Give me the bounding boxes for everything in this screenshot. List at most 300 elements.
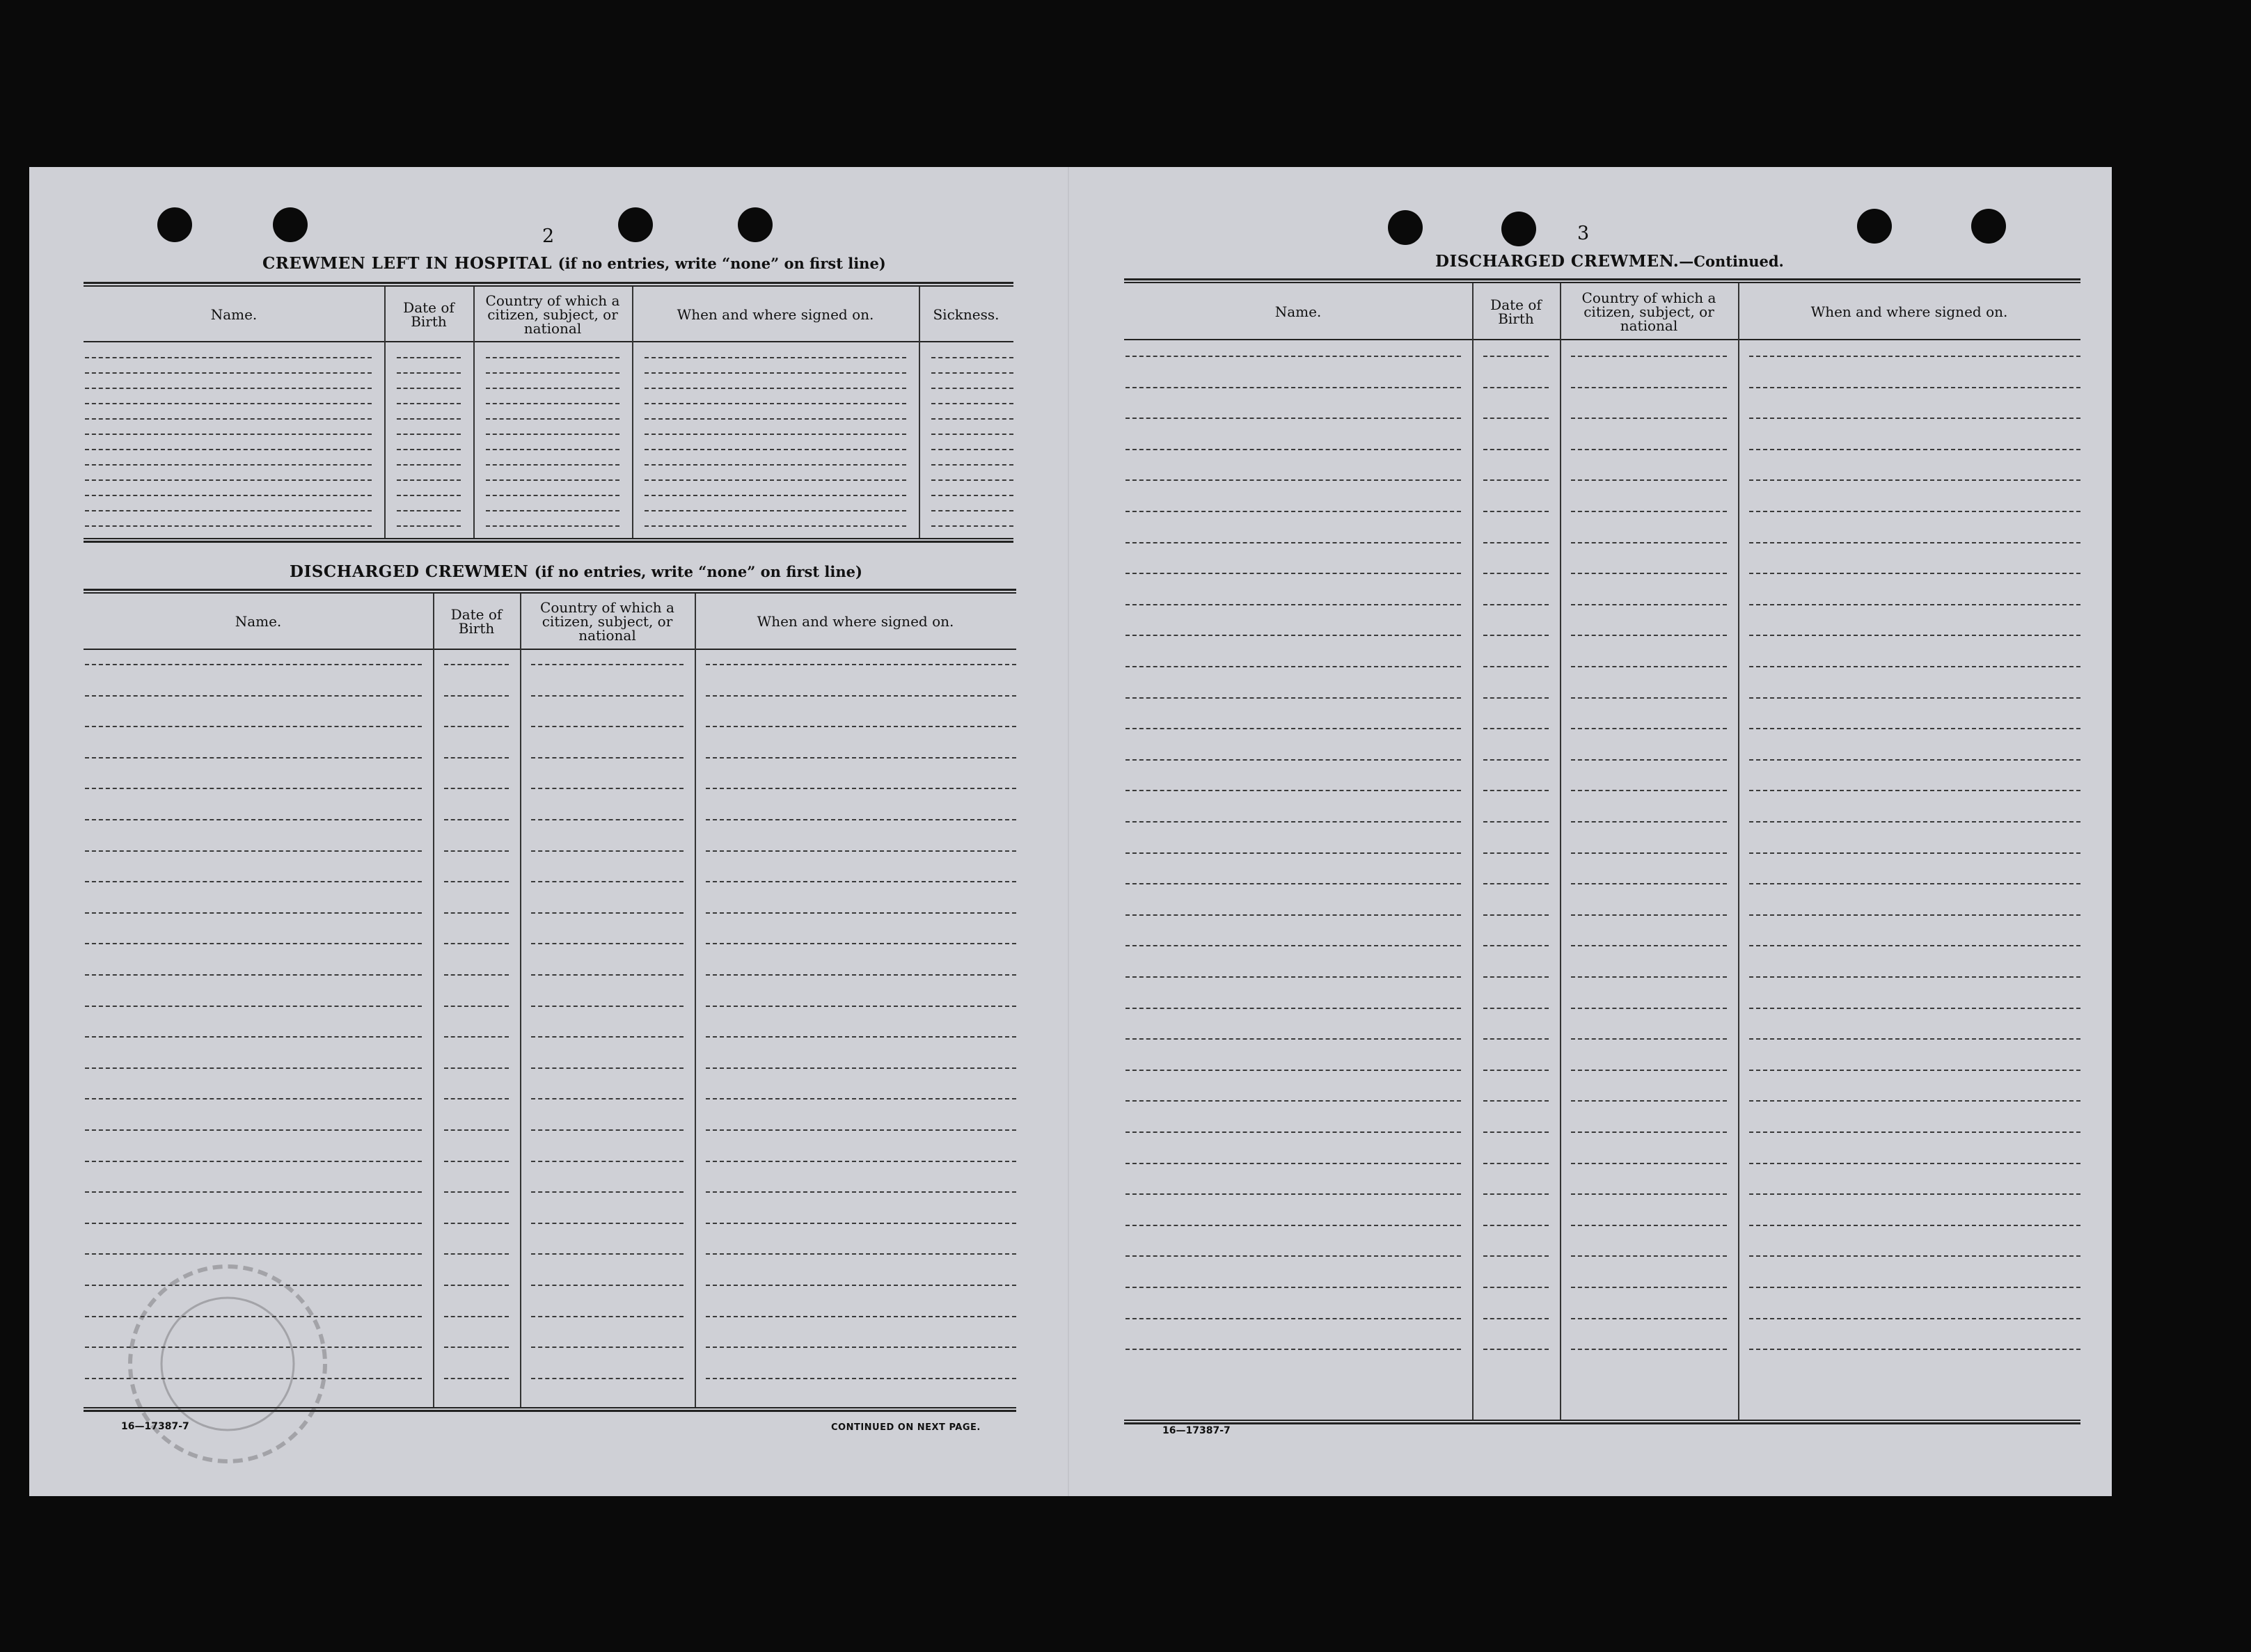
entry-line[interactable] <box>444 819 509 820</box>
entry-line[interactable] <box>1126 728 1461 729</box>
entry-line[interactable] <box>1483 573 1549 574</box>
entry-line[interactable] <box>486 403 619 404</box>
entry-line[interactable] <box>1483 1318 1549 1319</box>
column-header: Sickness. <box>933 305 1000 323</box>
entry-line[interactable] <box>444 943 509 944</box>
entry-line[interactable] <box>1126 1070 1461 1071</box>
entry-line[interactable] <box>397 525 461 527</box>
entry-line[interactable] <box>1749 511 2080 512</box>
entry-line[interactable] <box>1749 1287 2080 1288</box>
entry-line[interactable] <box>85 1129 422 1131</box>
entry-line[interactable] <box>486 418 619 420</box>
entry-line[interactable] <box>85 479 372 481</box>
entry-line[interactable] <box>1126 1255 1461 1257</box>
entry-line[interactable] <box>1571 821 1727 823</box>
entry-line[interactable] <box>1749 573 2080 574</box>
entry-line[interactable] <box>706 1006 1016 1007</box>
entry-line[interactable] <box>397 357 461 358</box>
entry-line[interactable] <box>1571 1225 1727 1226</box>
entry-line[interactable] <box>1483 728 1549 729</box>
entry-line[interactable] <box>1749 1131 2080 1133</box>
entry-line[interactable] <box>1483 1131 1549 1133</box>
entry-line[interactable] <box>85 1285 422 1286</box>
entry-line[interactable] <box>1126 883 1461 884</box>
entry-line[interactable] <box>444 695 509 697</box>
entry-line[interactable] <box>85 1161 422 1162</box>
entry-line[interactable] <box>931 418 1013 420</box>
entry-line[interactable] <box>85 1253 422 1255</box>
entry-line[interactable] <box>1126 511 1461 512</box>
entry-line[interactable] <box>706 1223 1016 1224</box>
entry-line[interactable] <box>531 1129 684 1131</box>
entry-line[interactable] <box>1571 697 1727 699</box>
entry-line[interactable] <box>645 388 906 389</box>
entry-line[interactable] <box>85 1223 422 1224</box>
entry-line[interactable] <box>931 525 1013 527</box>
entry-line[interactable] <box>531 1253 684 1255</box>
entry-line[interactable] <box>645 479 906 481</box>
entry-line[interactable] <box>444 1129 509 1131</box>
entry-line[interactable] <box>486 434 619 435</box>
entry-line[interactable] <box>1126 1038 1461 1040</box>
entry-line[interactable] <box>531 757 684 759</box>
entry-line[interactable] <box>1571 1100 1727 1102</box>
entry-line[interactable] <box>1749 604 2080 605</box>
entry-line[interactable] <box>444 1223 509 1224</box>
entry-line[interactable] <box>1126 852 1461 854</box>
entry-line[interactable] <box>1749 387 2080 388</box>
entry-line[interactable] <box>444 1285 509 1286</box>
entry-line[interactable] <box>1571 356 1727 357</box>
entry-line[interactable] <box>85 510 372 511</box>
entry-line[interactable] <box>85 881 422 882</box>
entry-line[interactable] <box>1571 976 1727 978</box>
entry-line[interactable] <box>1483 666 1549 667</box>
entry-line[interactable] <box>1749 821 2080 823</box>
entry-line[interactable] <box>531 788 684 789</box>
entry-line[interactable] <box>397 372 461 374</box>
entry-line[interactable] <box>1126 945 1461 946</box>
entry-line[interactable] <box>1571 666 1727 667</box>
entry-line[interactable] <box>1483 542 1549 543</box>
entry-line[interactable] <box>706 664 1016 665</box>
entry-line[interactable] <box>706 788 1016 789</box>
entry-line[interactable] <box>486 449 619 450</box>
entry-line[interactable] <box>706 1347 1016 1348</box>
entry-line[interactable] <box>1571 852 1727 854</box>
entry-line[interactable] <box>486 372 619 374</box>
entry-line[interactable] <box>1749 1163 2080 1164</box>
entry-line[interactable] <box>1571 511 1727 512</box>
entry-line[interactable] <box>85 912 422 914</box>
entry-line[interactable] <box>531 1316 684 1317</box>
entry-line[interactable] <box>1126 821 1461 823</box>
entry-line[interactable] <box>1749 790 2080 791</box>
entry-line[interactable] <box>1749 697 2080 699</box>
entry-line[interactable] <box>1571 604 1727 605</box>
entry-line[interactable] <box>1483 1287 1549 1288</box>
entry-line[interactable] <box>1571 1131 1727 1133</box>
entry-line[interactable] <box>1483 356 1549 357</box>
entry-line[interactable] <box>1571 573 1727 574</box>
entry-line[interactable] <box>1483 1225 1549 1226</box>
entry-line[interactable] <box>1126 976 1461 978</box>
entry-line[interactable] <box>531 726 684 727</box>
entry-line[interactable] <box>85 1316 422 1317</box>
entry-line[interactable] <box>1483 945 1549 946</box>
entry-line[interactable] <box>1126 479 1461 481</box>
entry-line[interactable] <box>85 464 372 466</box>
page-number-right: 3 <box>1577 223 1590 244</box>
entry-line[interactable] <box>397 434 461 435</box>
entry-line[interactable] <box>85 525 372 527</box>
entry-line[interactable] <box>706 943 1016 944</box>
entry-line[interactable] <box>444 1316 509 1317</box>
entry-line[interactable] <box>444 788 509 789</box>
entry-line[interactable] <box>1126 666 1461 667</box>
entry-line[interactable] <box>1126 697 1461 699</box>
entry-line[interactable] <box>1126 1193 1461 1195</box>
entry-line[interactable] <box>444 1191 509 1193</box>
table-bottom-rule <box>84 538 1013 543</box>
entry-line[interactable] <box>1483 449 1549 450</box>
entry-line[interactable] <box>706 974 1016 976</box>
entry-line[interactable] <box>531 664 684 665</box>
entry-line[interactable] <box>706 819 1016 820</box>
entry-line[interactable] <box>444 974 509 976</box>
entry-line[interactable] <box>1126 1349 1461 1350</box>
entry-line[interactable] <box>397 464 461 466</box>
entry-line[interactable] <box>1483 387 1549 388</box>
entry-line[interactable] <box>645 418 906 420</box>
entry-line[interactable] <box>85 943 422 944</box>
entry-line[interactable] <box>1749 759 2080 761</box>
entry-line[interactable] <box>1571 1318 1727 1319</box>
entry-line[interactable] <box>1483 479 1549 481</box>
entry-line[interactable] <box>397 418 461 420</box>
form-code-right: 16—17387-7 <box>1162 1425 1231 1436</box>
column-divider <box>520 594 521 1407</box>
column-header: When and where signed on. <box>1810 303 2008 320</box>
entry-line[interactable] <box>1571 759 1727 761</box>
entry-line[interactable] <box>1749 356 2080 357</box>
entry-line[interactable] <box>1749 1038 2080 1040</box>
entry-line[interactable] <box>706 912 1016 914</box>
entry-line[interactable] <box>1571 1070 1727 1071</box>
entry-line[interactable] <box>706 726 1016 727</box>
entry-line[interactable] <box>1483 1349 1549 1350</box>
entry-line[interactable] <box>85 726 422 727</box>
entry-line[interactable] <box>1126 356 1461 357</box>
entry-line[interactable] <box>1571 1008 1727 1009</box>
entry-line[interactable] <box>931 510 1013 511</box>
entry-line[interactable] <box>1483 635 1549 636</box>
entry-line[interactable] <box>85 1378 422 1379</box>
entry-line[interactable] <box>444 1067 509 1069</box>
entry-line[interactable] <box>1571 479 1727 481</box>
entry-line[interactable] <box>1571 1163 1727 1164</box>
entry-line[interactable] <box>1483 852 1549 854</box>
discharged-continued-title: DISCHARGED CREWMEN.—Continued. <box>1435 252 1784 271</box>
entry-line[interactable] <box>1749 1255 2080 1257</box>
entry-line[interactable] <box>1749 666 2080 667</box>
entry-line[interactable] <box>1126 573 1461 574</box>
entry-line[interactable] <box>931 388 1013 389</box>
entry-line[interactable] <box>486 357 619 358</box>
entry-line[interactable] <box>645 403 906 404</box>
entry-line[interactable] <box>1749 1225 2080 1226</box>
entry-line[interactable] <box>397 449 461 450</box>
entry-line[interactable] <box>85 403 372 404</box>
entry-line[interactable] <box>444 1378 509 1379</box>
entry-line[interactable] <box>85 1036 422 1038</box>
entry-line[interactable] <box>444 757 509 759</box>
entry-line[interactable] <box>1126 418 1461 419</box>
entry-line[interactable] <box>645 510 906 511</box>
entry-line[interactable] <box>1571 635 1727 636</box>
entry-line[interactable] <box>931 434 1013 435</box>
entry-line[interactable] <box>706 695 1016 697</box>
entry-line[interactable] <box>1483 883 1549 884</box>
entry-line[interactable] <box>85 757 422 759</box>
entry-line[interactable] <box>706 1067 1016 1069</box>
entry-line[interactable] <box>531 819 684 820</box>
entry-line[interactable] <box>531 1161 684 1162</box>
entry-line[interactable] <box>1483 790 1549 791</box>
entry-line[interactable] <box>931 403 1013 404</box>
entry-line[interactable] <box>931 464 1013 466</box>
entry-line[interactable] <box>85 1067 422 1069</box>
entry-line[interactable] <box>486 479 619 481</box>
entry-line[interactable] <box>444 1006 509 1007</box>
entry-line[interactable] <box>444 1098 509 1099</box>
entry-line[interactable] <box>1749 1100 2080 1102</box>
entry-line[interactable] <box>397 495 461 496</box>
entry-line[interactable] <box>1483 1008 1549 1009</box>
entry-line[interactable] <box>1483 418 1549 419</box>
entry-line[interactable] <box>1749 635 2080 636</box>
entry-line[interactable] <box>645 464 906 466</box>
entry-line[interactable] <box>1483 821 1549 823</box>
entry-line[interactable] <box>1571 914 1727 916</box>
entry-line[interactable] <box>1749 418 2080 419</box>
entry-line[interactable] <box>706 1098 1016 1099</box>
entry-line[interactable] <box>444 664 509 665</box>
entry-line[interactable] <box>645 495 906 496</box>
entry-line[interactable] <box>444 912 509 914</box>
entry-line[interactable] <box>85 1347 422 1348</box>
entry-line[interactable] <box>444 726 509 727</box>
entry-line[interactable] <box>531 912 684 914</box>
entry-line[interactable] <box>1749 1193 2080 1195</box>
entry-line[interactable] <box>1126 1100 1461 1102</box>
entry-line[interactable] <box>706 1316 1016 1317</box>
entry-line[interactable] <box>1126 1287 1461 1288</box>
entry-line[interactable] <box>85 1006 422 1007</box>
entry-line[interactable] <box>706 757 1016 759</box>
entry-line[interactable] <box>85 664 422 665</box>
entry-line[interactable] <box>1571 945 1727 946</box>
entry-line[interactable] <box>706 1378 1016 1379</box>
entry-line[interactable] <box>1571 790 1727 791</box>
entry-line[interactable] <box>1571 728 1727 729</box>
entry-line[interactable] <box>1749 883 2080 884</box>
entry-line[interactable] <box>1749 449 2080 450</box>
entry-line[interactable] <box>1483 976 1549 978</box>
entry-line[interactable] <box>1126 387 1461 388</box>
entry-line[interactable] <box>1483 511 1549 512</box>
entry-line[interactable] <box>1483 1038 1549 1040</box>
entry-line[interactable] <box>85 850 422 852</box>
entry-line[interactable] <box>1571 883 1727 884</box>
entry-line[interactable] <box>397 388 461 389</box>
entry-line[interactable] <box>931 495 1013 496</box>
entry-line[interactable] <box>397 403 461 404</box>
entry-line[interactable] <box>706 1191 1016 1193</box>
entry-line[interactable] <box>85 449 372 450</box>
entry-line[interactable] <box>1126 1225 1461 1226</box>
entry-line[interactable] <box>85 974 422 976</box>
entry-line[interactable] <box>1126 1318 1461 1319</box>
entry-line[interactable] <box>531 1347 684 1348</box>
entry-line[interactable] <box>1126 914 1461 916</box>
entry-line[interactable] <box>85 357 372 358</box>
entry-line[interactable] <box>1749 1318 2080 1319</box>
entry-line[interactable] <box>1483 1193 1549 1195</box>
entry-line[interactable] <box>1483 914 1549 916</box>
entry-line[interactable] <box>444 850 509 852</box>
entry-line[interactable] <box>85 695 422 697</box>
entry-line[interactable] <box>1126 604 1461 605</box>
entry-line[interactable] <box>706 850 1016 852</box>
entry-line[interactable] <box>531 881 684 882</box>
entry-line[interactable] <box>1571 387 1727 388</box>
entry-line[interactable] <box>486 464 619 466</box>
entry-line[interactable] <box>397 510 461 511</box>
entry-line[interactable] <box>85 1191 422 1193</box>
entry-line[interactable] <box>531 850 684 852</box>
entry-line[interactable] <box>1749 542 2080 543</box>
entry-line[interactable] <box>85 819 422 820</box>
entry-line[interactable] <box>1483 1100 1549 1102</box>
entry-line[interactable] <box>397 479 461 481</box>
page-fold <box>1068 167 1069 1496</box>
hospital-table <box>84 282 1013 544</box>
entry-line[interactable] <box>645 525 906 527</box>
entry-line[interactable] <box>1749 976 2080 978</box>
entry-line[interactable] <box>931 449 1013 450</box>
entry-line[interactable] <box>1749 479 2080 481</box>
entry-line[interactable] <box>931 479 1013 481</box>
entry-line[interactable] <box>931 357 1013 358</box>
entry-line[interactable] <box>531 1036 684 1038</box>
entry-line[interactable] <box>444 881 509 882</box>
entry-line[interactable] <box>1126 542 1461 543</box>
entry-line[interactable] <box>1571 542 1727 543</box>
entry-line[interactable] <box>486 388 619 389</box>
entry-line[interactable] <box>444 1253 509 1255</box>
entry-line[interactable] <box>1749 1349 2080 1350</box>
entry-line[interactable] <box>1126 759 1461 761</box>
entry-line[interactable] <box>1571 1038 1727 1040</box>
entry-line[interactable] <box>85 1098 422 1099</box>
entry-line[interactable] <box>1571 1287 1727 1288</box>
entry-line[interactable] <box>1483 1163 1549 1164</box>
entry-line[interactable] <box>645 372 906 374</box>
entry-line[interactable] <box>444 1347 509 1348</box>
entry-line[interactable] <box>85 418 372 420</box>
entry-line[interactable] <box>1571 1193 1727 1195</box>
entry-line[interactable] <box>486 525 619 527</box>
entry-line[interactable] <box>1483 1070 1549 1071</box>
entry-line[interactable] <box>531 1067 684 1069</box>
table-header-rule <box>1124 339 2080 340</box>
entry-line[interactable] <box>1571 418 1727 419</box>
entry-line[interactable] <box>645 357 906 358</box>
entry-line[interactable] <box>444 1161 509 1162</box>
entry-line[interactable] <box>486 495 619 496</box>
entry-line[interactable] <box>531 1223 684 1224</box>
entry-line[interactable] <box>1749 914 2080 916</box>
entry-line[interactable] <box>1749 1070 2080 1071</box>
entry-line[interactable] <box>645 449 906 450</box>
entry-line[interactable] <box>645 434 906 435</box>
entry-line[interactable] <box>1126 1163 1461 1164</box>
entry-line[interactable] <box>1483 759 1549 761</box>
entry-line[interactable] <box>1571 449 1727 450</box>
entry-line[interactable] <box>85 788 422 789</box>
entry-line[interactable] <box>1483 604 1549 605</box>
entry-line[interactable] <box>706 1161 1016 1162</box>
entry-line[interactable] <box>1749 728 2080 729</box>
entry-line[interactable] <box>85 495 372 496</box>
entry-line[interactable] <box>486 510 619 511</box>
entry-line[interactable] <box>531 1285 684 1286</box>
entry-line[interactable] <box>706 881 1016 882</box>
entry-line[interactable] <box>706 1036 1016 1038</box>
entry-line[interactable] <box>1749 945 2080 946</box>
entry-line[interactable] <box>1571 1255 1727 1257</box>
entry-line[interactable] <box>1749 852 2080 854</box>
entry-line[interactable] <box>531 943 684 944</box>
entry-line[interactable] <box>531 695 684 697</box>
entry-line[interactable] <box>531 1378 684 1379</box>
table-top-rule <box>84 282 1013 287</box>
entry-line[interactable] <box>1126 1131 1461 1133</box>
entry-line[interactable] <box>1126 635 1461 636</box>
entry-line[interactable] <box>531 974 684 976</box>
entry-line[interactable] <box>85 434 372 435</box>
entry-line[interactable] <box>1126 790 1461 791</box>
page-number-left: 2 <box>542 225 555 247</box>
entry-line[interactable] <box>531 1098 684 1099</box>
entry-line[interactable] <box>85 372 372 374</box>
entry-line[interactable] <box>531 1006 684 1007</box>
entry-line[interactable] <box>1483 1255 1549 1257</box>
entry-line[interactable] <box>1483 697 1549 699</box>
entry-line[interactable] <box>85 388 372 389</box>
entry-line[interactable] <box>444 1036 509 1038</box>
entry-line[interactable] <box>706 1129 1016 1131</box>
entry-line[interactable] <box>1126 1008 1461 1009</box>
entry-line[interactable] <box>706 1253 1016 1255</box>
entry-line[interactable] <box>1126 449 1461 450</box>
entry-line[interactable] <box>1749 1008 2080 1009</box>
entry-line[interactable] <box>706 1285 1016 1286</box>
entry-line[interactable] <box>531 1191 684 1193</box>
entry-line[interactable] <box>1571 1349 1727 1350</box>
entry-line[interactable] <box>931 372 1013 374</box>
